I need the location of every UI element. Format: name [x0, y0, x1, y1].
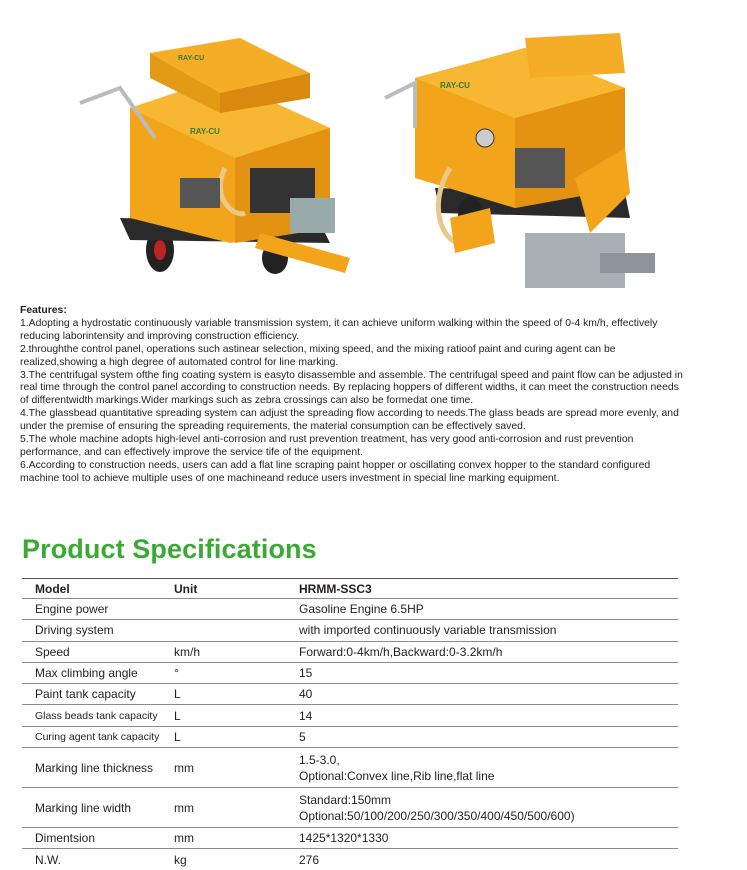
- feature-item: 5.The whole machine adopts high-level anti-corrosion and rust prevention treatment, has very good anti-corrosion and rust prevention performance, and can effectively improve the service tife of the equipment.: [20, 434, 634, 458]
- spec-value-line: Optional:50/100/200/250/300/350/400/450/500/600): [299, 808, 575, 823]
- table-header-row: [22, 579, 678, 599]
- spec-unit: kg: [174, 852, 187, 867]
- spec-name: Glass beads tank capacity: [22, 705, 161, 726]
- header-model: Model: [22, 579, 161, 599]
- features-section: [20, 305, 690, 486]
- spec-name: Marking line width: [22, 788, 161, 828]
- spec-value: with imported continuously variable transmission: [286, 620, 678, 641]
- table-row: [22, 620, 678, 641]
- spec-unit: L: [161, 684, 286, 705]
- spec-value: 1425*1320*1330: [286, 828, 678, 849]
- table-row: [22, 662, 678, 683]
- feature-item: 2.throughthe control panel, operations such astinear selection, mixing speed, and the mixing ratioof paint and curing agent can be realized,showing a high degree of automated control for line marking.: [20, 343, 616, 368]
- table-row: [22, 599, 678, 620]
- brand-logo-lid: RAY-CU: [178, 55, 205, 62]
- feature-item: 6.According to construction needs, users can add a flat line scraping paint hopper or oscillating convex hopper to the standard configured machine tool to achieve multiple uses of one machineand reduce users investment in special line marking equipment.: [20, 459, 651, 484]
- table-row: [22, 828, 678, 849]
- specifications-title: Product Specifications: [22, 534, 317, 564]
- spec-value: Forward:0-4km/h,Backward:0-3.2km/h: [286, 641, 678, 662]
- table-row: [22, 849, 678, 870]
- spec-unit: °: [161, 662, 286, 683]
- spec-value: 15: [286, 662, 678, 683]
- brand-logo-left: RAY-CU: [190, 127, 220, 136]
- spec-value-line: Standard:150mm: [299, 792, 392, 807]
- spec-name: N.W.: [35, 852, 61, 867]
- spec-name: Curing agent tank capacity: [22, 726, 161, 747]
- spec-name: Marking line thickness: [22, 748, 161, 788]
- spec-unit: mm: [161, 788, 286, 828]
- header-model-number: HRMM-SSC3: [286, 579, 678, 599]
- table-row: [22, 684, 678, 705]
- header-unit: Unit: [161, 579, 286, 599]
- spec-name: Dimentsion: [22, 828, 161, 849]
- table-row: [22, 705, 678, 726]
- feature-item: 3.The centrifugal system ofthe fing coating system is easyto disassemble and assemble. The centrifugal speed and paint flow can be adjusted in real time through the control panel according to construction needs. By replacing hoppers of different widths, it can meet the construction needs of differentwidth markings.Wider markings such as zebra crossings can also be formedat one time.: [20, 369, 683, 407]
- spec-unit: mm: [161, 748, 286, 788]
- spec-unit: [161, 599, 286, 620]
- spec-value: 14: [286, 705, 678, 726]
- table-row: [22, 726, 678, 747]
- table-row: [22, 641, 678, 662]
- specifications-table: [22, 578, 678, 870]
- spec-value-line: Optional:Convex line,Rib line,flat line: [299, 768, 495, 783]
- spec-name: Max climbing angle: [22, 662, 161, 683]
- feature-item: 1.Adopting a hydrostatic continuously variable transmission system, it can achieve uniform walking within the speed of 0-4 km/h, effectively reducing laborintensity and improving construction efficiency.: [20, 317, 658, 342]
- brand-logo-right: RAY-CU: [440, 81, 470, 90]
- spec-unit: L: [161, 726, 286, 747]
- product-photos: [0, 0, 747, 300]
- spec-value: [286, 788, 678, 828]
- spec-value: 5: [286, 726, 678, 747]
- spec-value: 40: [286, 684, 678, 705]
- spec-unit: km/h: [161, 641, 286, 662]
- machine-photo-left: [60, 18, 360, 280]
- spec-name: Driving system: [22, 620, 161, 641]
- spec-name: Paint tank capacity: [22, 684, 161, 705]
- spec-value: [286, 748, 678, 788]
- spec-unit: mm: [161, 828, 286, 849]
- table-row: [22, 788, 678, 828]
- table-row: [22, 748, 678, 788]
- spec-unit: [161, 620, 286, 641]
- spec-value: Gasoline Engine 6.5HP: [286, 599, 678, 620]
- spec-value-line: 1.5-3.0,: [299, 752, 340, 767]
- spec-name: Engine power: [22, 599, 161, 620]
- features-heading: Features:: [20, 305, 67, 316]
- feature-item: 4.The glassbead quantitative spreading system can adjust the spreading flow according to needs.The glass beads are spread more evenly, and under the premise of ensuring the spreading requirements, the material consumption can be effectively saved.: [20, 408, 679, 433]
- spec-name: Speed: [22, 641, 161, 662]
- spec-unit: L: [161, 705, 286, 726]
- spec-value: 276: [299, 852, 320, 867]
- machine-photo-right: [375, 18, 675, 298]
